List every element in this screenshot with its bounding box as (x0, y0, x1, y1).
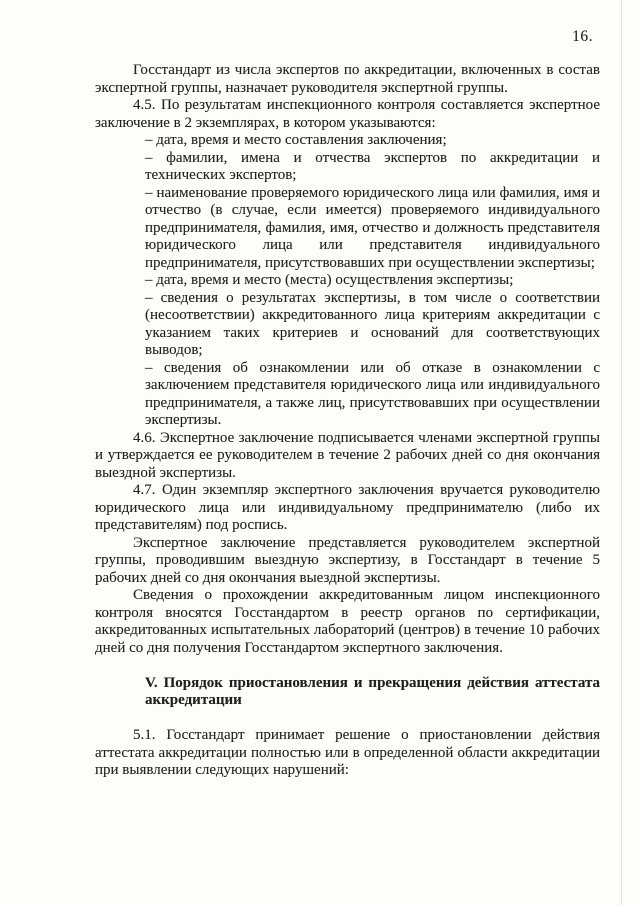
list-item-acknowledgement: – сведения об ознакомлении или об отказе в ознакомлении с заключением представителя юридического лица или индивидуального предпринимателя, а также лиц, присутствовавших при осуществлении экспертизы. (145, 359, 600, 428)
paragraph-4-6: 4.6. Экспертное заключение подписывается членами экспертной группы и утверждается ее руководителем в течение 2 рабочих дней со дня окончания выездной экспертизы. (95, 429, 600, 481)
list-item-expertise-results: – сведения о результатах экспертизы, в том числе о соответствии (несоответствии) аккредитованного лица критериям аккредитации с указанием таких критериев и оснований для соответствующих выводов; (145, 289, 600, 358)
paragraph-conclusion-submit: Экспертное заключение представляется руководителем экспертной группы, проводившим выездную экспертизу, в Госстандарт в течение 5 рабочих дней со дня окончания выездной экспертизы. (95, 534, 600, 586)
paragraph-5-1: 5.1. Госстандарт принимает решение о приостановлении действия аттестата аккредитации полностью или в определенной области аккредитации при выявлении следующих нарушений: (95, 727, 600, 778)
paragraph-intro: Госстандарт из числа экспертов по аккредитации, включенных в состав экспертной группы, назначает руководителя экспертной группы. (95, 62, 600, 96)
section-heading-v: V. Порядок приостановления и прекращения действия аттестата аккредитации (145, 674, 600, 708)
paragraph-4-7: 4.7. Один экземпляр экспертного заключения вручается руководителю юридического лица или индивидуальному предпринимателю (либо их представителям) под роспись. (95, 482, 600, 533)
paragraph-registry: Сведения о прохождении аккредитованным лицом инспекционного контроля вносятся Госстандартом в реестр органов по сертификации, аккредитованных испытательных лабораторий (центров) в течение 10 рабочих дней со дня получения Госстандартом экспертного заключения. (95, 587, 600, 656)
list-item-legal-entity: – наименование проверяемого юридического лица или фамилия, имя и отчество (в случае, если имеется) проверяемого индивидуального предпринимателя, фамилия, имя, отчество и должность представителя юридического лица или представителя индивидуального предпринимателя, присутствовавших при осуществлении экспертизы; (145, 184, 600, 271)
list-item-expertise-date: – дата, время и место (места) осуществления экспертизы; (145, 272, 514, 288)
page-number: 16. (572, 28, 593, 45)
scan-edge-line (621, 0, 622, 905)
document-content (95, 62, 600, 780)
paragraph-4-5: 4.5. По результатам инспекционного контроля составляется экспертное заключение в 2 экземплярах, в котором указываются: (95, 97, 600, 131)
list-4-5 (95, 132, 600, 430)
list-item-date-place: – дата, время и место составления заключения; (145, 132, 447, 148)
list-item-expert-names: – фамилии, имена и отчества экспертов по аккредитации и технических экспертов; (145, 149, 600, 183)
